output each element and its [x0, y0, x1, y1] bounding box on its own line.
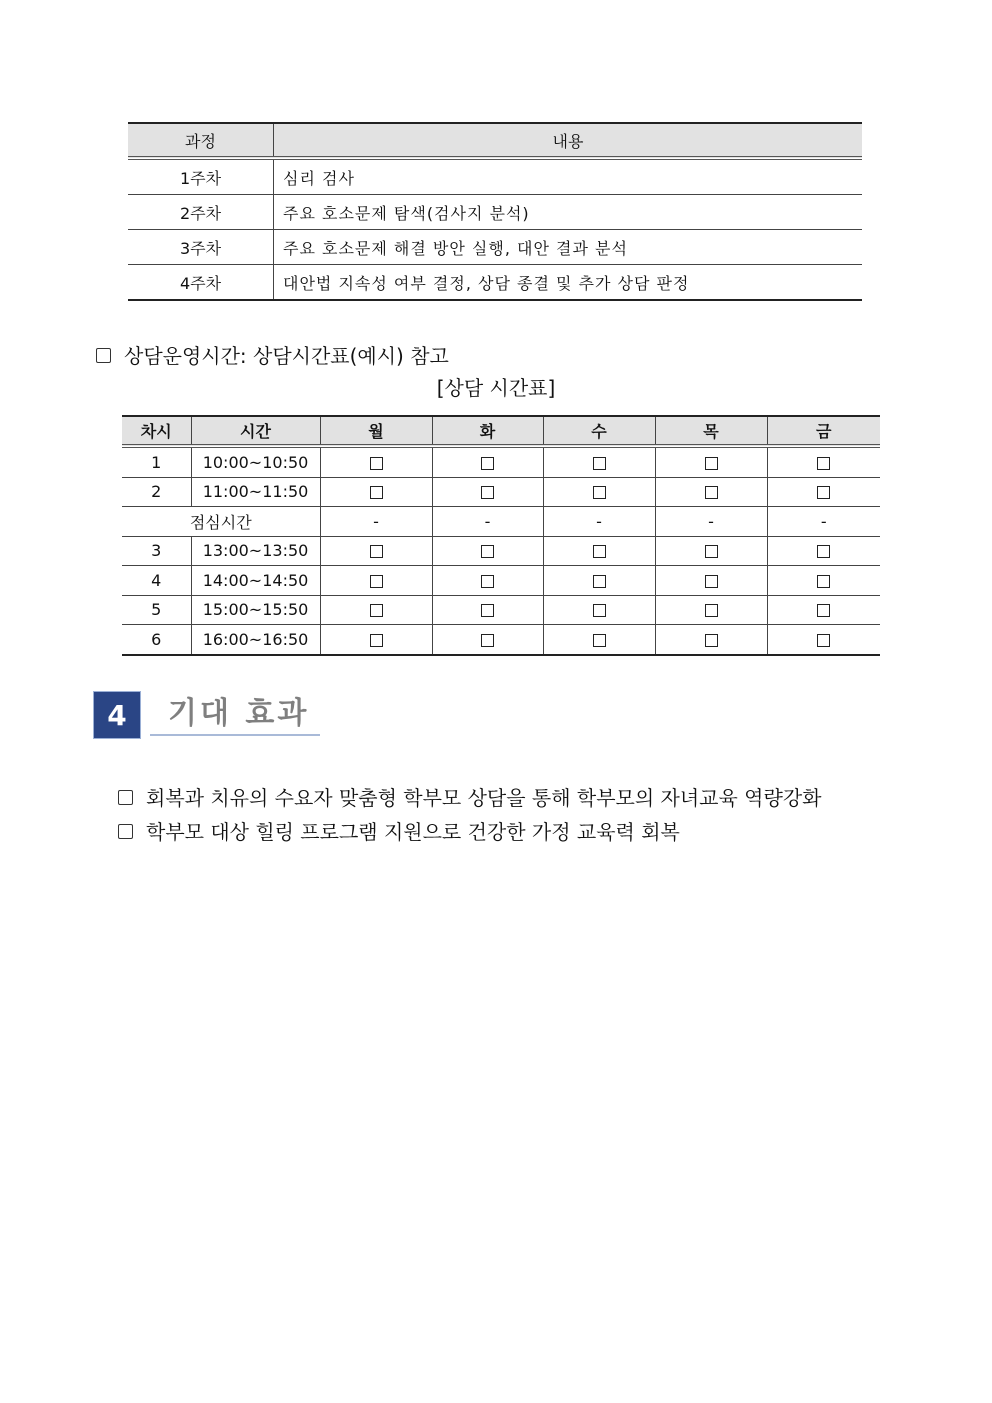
lunch-cell: 점심시간	[122, 507, 320, 537]
effect-item-2	[118, 816, 680, 845]
schedule-header-row	[122, 416, 880, 446]
week-cell: 2주차	[128, 195, 274, 230]
checkbox[interactable]	[705, 486, 718, 499]
dash-cell: -	[432, 507, 543, 537]
checkbox[interactable]	[481, 457, 494, 470]
dash-cell: -	[767, 507, 880, 537]
table-row	[128, 158, 862, 195]
session-cell: 6	[122, 625, 191, 655]
checkbox[interactable]	[705, 575, 718, 588]
checkbox[interactable]	[593, 634, 606, 647]
process-header-row	[128, 123, 862, 158]
content-cell: 심리 검사	[274, 158, 863, 195]
header-time: 시간	[191, 416, 320, 446]
header-mon: 월	[320, 416, 432, 446]
content-cell: 주요 호소문제 탐색(검사지 분석)	[274, 195, 863, 230]
week-cell: 4주차	[128, 265, 274, 301]
operation-time-line	[96, 340, 449, 369]
table-row	[128, 195, 862, 230]
checkbox[interactable]	[481, 604, 494, 617]
operation-time-text: 상담운영시간: 상담시간표(예시) 참고	[124, 344, 449, 368]
checkbox[interactable]	[481, 545, 494, 558]
checkbox[interactable]	[481, 634, 494, 647]
content-cell: 대안법 지속성 여부 결정, 상담 종결 및 추가 상담 판정	[274, 265, 863, 301]
checkbox-bullet-icon	[96, 348, 111, 363]
session-cell: 2	[122, 477, 191, 507]
checkbox[interactable]	[593, 486, 606, 499]
checkbox[interactable]	[370, 457, 383, 470]
checkbox-bullet-icon	[118, 790, 133, 805]
checkbox-bullet-icon	[118, 824, 133, 839]
time-cell: 14:00~14:50	[191, 566, 320, 596]
checkbox[interactable]	[593, 575, 606, 588]
table-row	[128, 265, 862, 301]
content-cell: 주요 호소문제 해결 방안 실행, 대안 결과 분석	[274, 230, 863, 265]
dash-cell: -	[320, 507, 432, 537]
session-cell: 5	[122, 595, 191, 625]
table-row	[128, 230, 862, 265]
checkbox[interactable]	[705, 545, 718, 558]
session-cell: 3	[122, 536, 191, 566]
checkbox[interactable]	[593, 457, 606, 470]
checkbox[interactable]	[481, 486, 494, 499]
checkbox[interactable]	[370, 575, 383, 588]
table-row	[122, 477, 880, 507]
table-row	[122, 446, 880, 477]
checkbox[interactable]	[817, 545, 830, 558]
checkbox[interactable]	[705, 457, 718, 470]
section-number: 4	[94, 692, 140, 738]
checkbox[interactable]	[817, 634, 830, 647]
checkbox[interactable]	[370, 604, 383, 617]
week-cell: 1주차	[128, 158, 274, 195]
process-table	[128, 122, 862, 301]
header-process: 과정	[128, 123, 274, 158]
time-cell: 16:00~16:50	[191, 625, 320, 655]
session-cell: 1	[122, 446, 191, 477]
checkbox[interactable]	[817, 604, 830, 617]
schedule-table	[122, 415, 880, 656]
checkbox[interactable]	[705, 604, 718, 617]
schedule-caption: [상담 시간표]	[436, 376, 556, 400]
checkbox[interactable]	[593, 545, 606, 558]
time-cell: 11:00~11:50	[191, 477, 320, 507]
checkbox[interactable]	[370, 634, 383, 647]
session-cell: 4	[122, 566, 191, 596]
table-row	[122, 566, 880, 596]
checkbox[interactable]	[817, 457, 830, 470]
section-title: 기대 효과	[150, 692, 320, 736]
header-tue: 화	[432, 416, 543, 446]
week-cell: 3주차	[128, 230, 274, 265]
checkbox[interactable]	[817, 486, 830, 499]
time-cell: 15:00~15:50	[191, 595, 320, 625]
dash-cell: -	[543, 507, 655, 537]
checkbox[interactable]	[370, 545, 383, 558]
dash-cell: -	[655, 507, 767, 537]
effect-item-text: 회복과 치유의 수요자 맞춤형 학부모 상담을 통해 학부모의 자녀교육 역량강화	[146, 786, 822, 810]
time-cell: 10:00~10:50	[191, 446, 320, 477]
checkbox[interactable]	[817, 575, 830, 588]
table-row	[122, 625, 880, 655]
header-content: 내용	[274, 123, 863, 158]
header-fri: 금	[767, 416, 880, 446]
table-row	[122, 536, 880, 566]
table-row	[122, 595, 880, 625]
effect-item-text: 학부모 대상 힐링 프로그램 지원으로 건강한 가정 교육력 회복	[146, 820, 680, 844]
header-thu: 목	[655, 416, 767, 446]
checkbox[interactable]	[705, 634, 718, 647]
effect-item-1	[118, 782, 821, 811]
lunch-row	[122, 507, 880, 537]
header-wed: 수	[543, 416, 655, 446]
checkbox[interactable]	[370, 486, 383, 499]
header-session: 차시	[122, 416, 191, 446]
checkbox[interactable]	[481, 575, 494, 588]
checkbox[interactable]	[593, 604, 606, 617]
time-cell: 13:00~13:50	[191, 536, 320, 566]
